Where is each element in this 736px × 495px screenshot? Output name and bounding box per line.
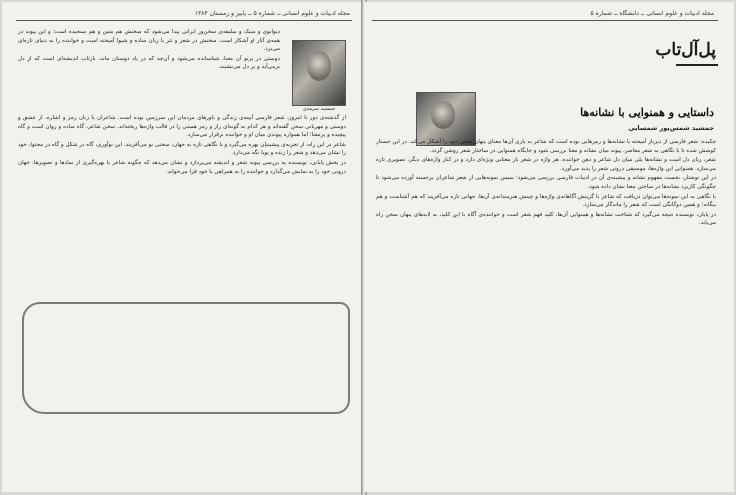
right-paragraph-4: با نگاهی به این نمونه‌ها می‌توان دریافت که شاعر با گزینش آگاهانه‌ی واژه‌ها و چینش هنرمندانه‌ی آن‌ها، جهانی تازه می‌آفریند که هم آشناست و هم بیگانه؛ و همین دوگانگی است که شعر را ماندگار می‌سازد. xyxy=(376,193,716,209)
left-paragraph-2: دوستی در پرتو آن معنا، شناسانده می‌شود و آن‌چه که در یاد دوستان ماند، بازتاب اندیشه‌ای است که از دل برمی‌آید و بر دل می‌نشیند. xyxy=(18,55,280,71)
right-page xyxy=(364,2,734,492)
right-paragraph-5: در پایان، نویسنده نتیجه می‌گیرد که شناخت نشانه‌ها و همنوایی آن‌ها، کلید فهم شعر است و خواننده‌ی آگاه با این کلید، به لایه‌های پنهان سخن راه می‌یابد. xyxy=(376,211,716,227)
left-paragraph-4: شاعر در این راه، از تجربه‌ی پیشینیان بهره می‌گیرد و با نگاهی تازه به جهان، سخنی نو می‌آفریند. این نوآوری، گاه در شکل و گاه در محتوا، خود را نشان می‌دهد و شعر را زنده و پویا نگه می‌دارد. xyxy=(18,141,346,157)
article-title: داستایی و همنوایی با نشانه‌ها xyxy=(580,106,714,119)
left-page xyxy=(2,2,363,492)
left-column-top xyxy=(18,28,280,73)
right-running-head: مجله ادبیات و علوم انسانی ــ دانشگاه ــ شماره ۵ xyxy=(590,10,714,17)
right-paragraph-2: شعر، زبان دل است و نشانه‌ها پلی میان دل شاعر و ذهن خواننده. هر واژه در شعر بار معنایی ویژه‌ای دارد و در کنار واژه‌های دیگر، تصویری تازه می‌سازد. همنوایی این واژه‌ها، موسیقی درونی شعر را پدید می‌آورد. xyxy=(376,157,716,172)
right-column-main xyxy=(376,138,716,229)
article-author: جمشید شمس‌پور شمسایی xyxy=(628,124,714,132)
left-header-rule xyxy=(16,20,352,21)
left-running-head: مجله ادبیات و علوم انسانی ــ شماره ۵ ــ پاییز و زمستان ۱۳۸۴ xyxy=(194,10,350,17)
section-title-rule xyxy=(676,64,718,66)
left-column-main xyxy=(18,114,346,177)
pencil-mark xyxy=(22,302,350,414)
section-title: پل‌آل‌تاب xyxy=(655,40,716,60)
left-paragraph-3: از گذشته‌ی دور تا امروز، شعر فارسی آیینه‌ی زندگی و باورهای مردمان این سرزمین بوده است. شاعران با زبان رمز و اشاره، از عشق و دوستی و مهربانی سخن گفته‌اند و هر کدام به گونه‌ای راز و رمز هستی را در قالب واژه‌ها ریخته‌اند. سخن شاعر، گاه ساده و روان است و گاه پیچیده و پرمعنا؛ اما همواره پیوندی میان او و خواننده برقرار می‌سازد. xyxy=(18,115,346,139)
photo-caption: جمشید سرمدی xyxy=(302,106,336,112)
author-portrait-left xyxy=(292,40,346,106)
right-paragraph-3: در این نوشتار، نخست مفهوم نشانه و پیشینه‌ی آن در ادبیات فارسی بررسی می‌شود؛ سپس نمونه‌هایی از شعر شاعران برجسته آورده می‌شود تا چگونگی کاربرد نشانه‌ها در ساختن معنا نشان داده شود. xyxy=(376,175,716,190)
left-paragraph-1: دیوانوی و سبک و سلیقه‌ی سخن‌ور ایرانی پیدا می‌شود که سخنش هم متین و هم سنجیده است؛ و این پیوند در همه‌ی آثار او آشکار است. سخنش در شعر و نثر با زبان ساده و شیوا آمیخته است و خواننده را به دنیای تازه‌ای می‌برد. xyxy=(18,29,280,53)
right-header-rule xyxy=(372,20,718,21)
right-paragraph-1: چکیده: شعر فارسی از دیرباز آمیخته با نشانه‌ها و رمزهایی بوده است که شاعر به یاری آن‌ها معنای پنهان سخن خود را آشکار می‌کند. در این جستار کوشش شده تا با نگاهی به شعر معاصر، پیوند میان نشانه و معنا بررسی شود و جایگاه همنوایی در ساختار شعر روشن گردد. xyxy=(376,139,716,154)
left-paragraph-5: در بخش پایانی، نویسنده به بررسی پیوند شعر و اندیشه می‌پردازد و نشان می‌دهد که چگونه شاعر با بهره‌گیری از نمادها و تصویرها، جهان درونی خود را به نمایش می‌گذارد و خواننده را به همراهی با خود فرا می‌خواند. xyxy=(18,159,346,175)
